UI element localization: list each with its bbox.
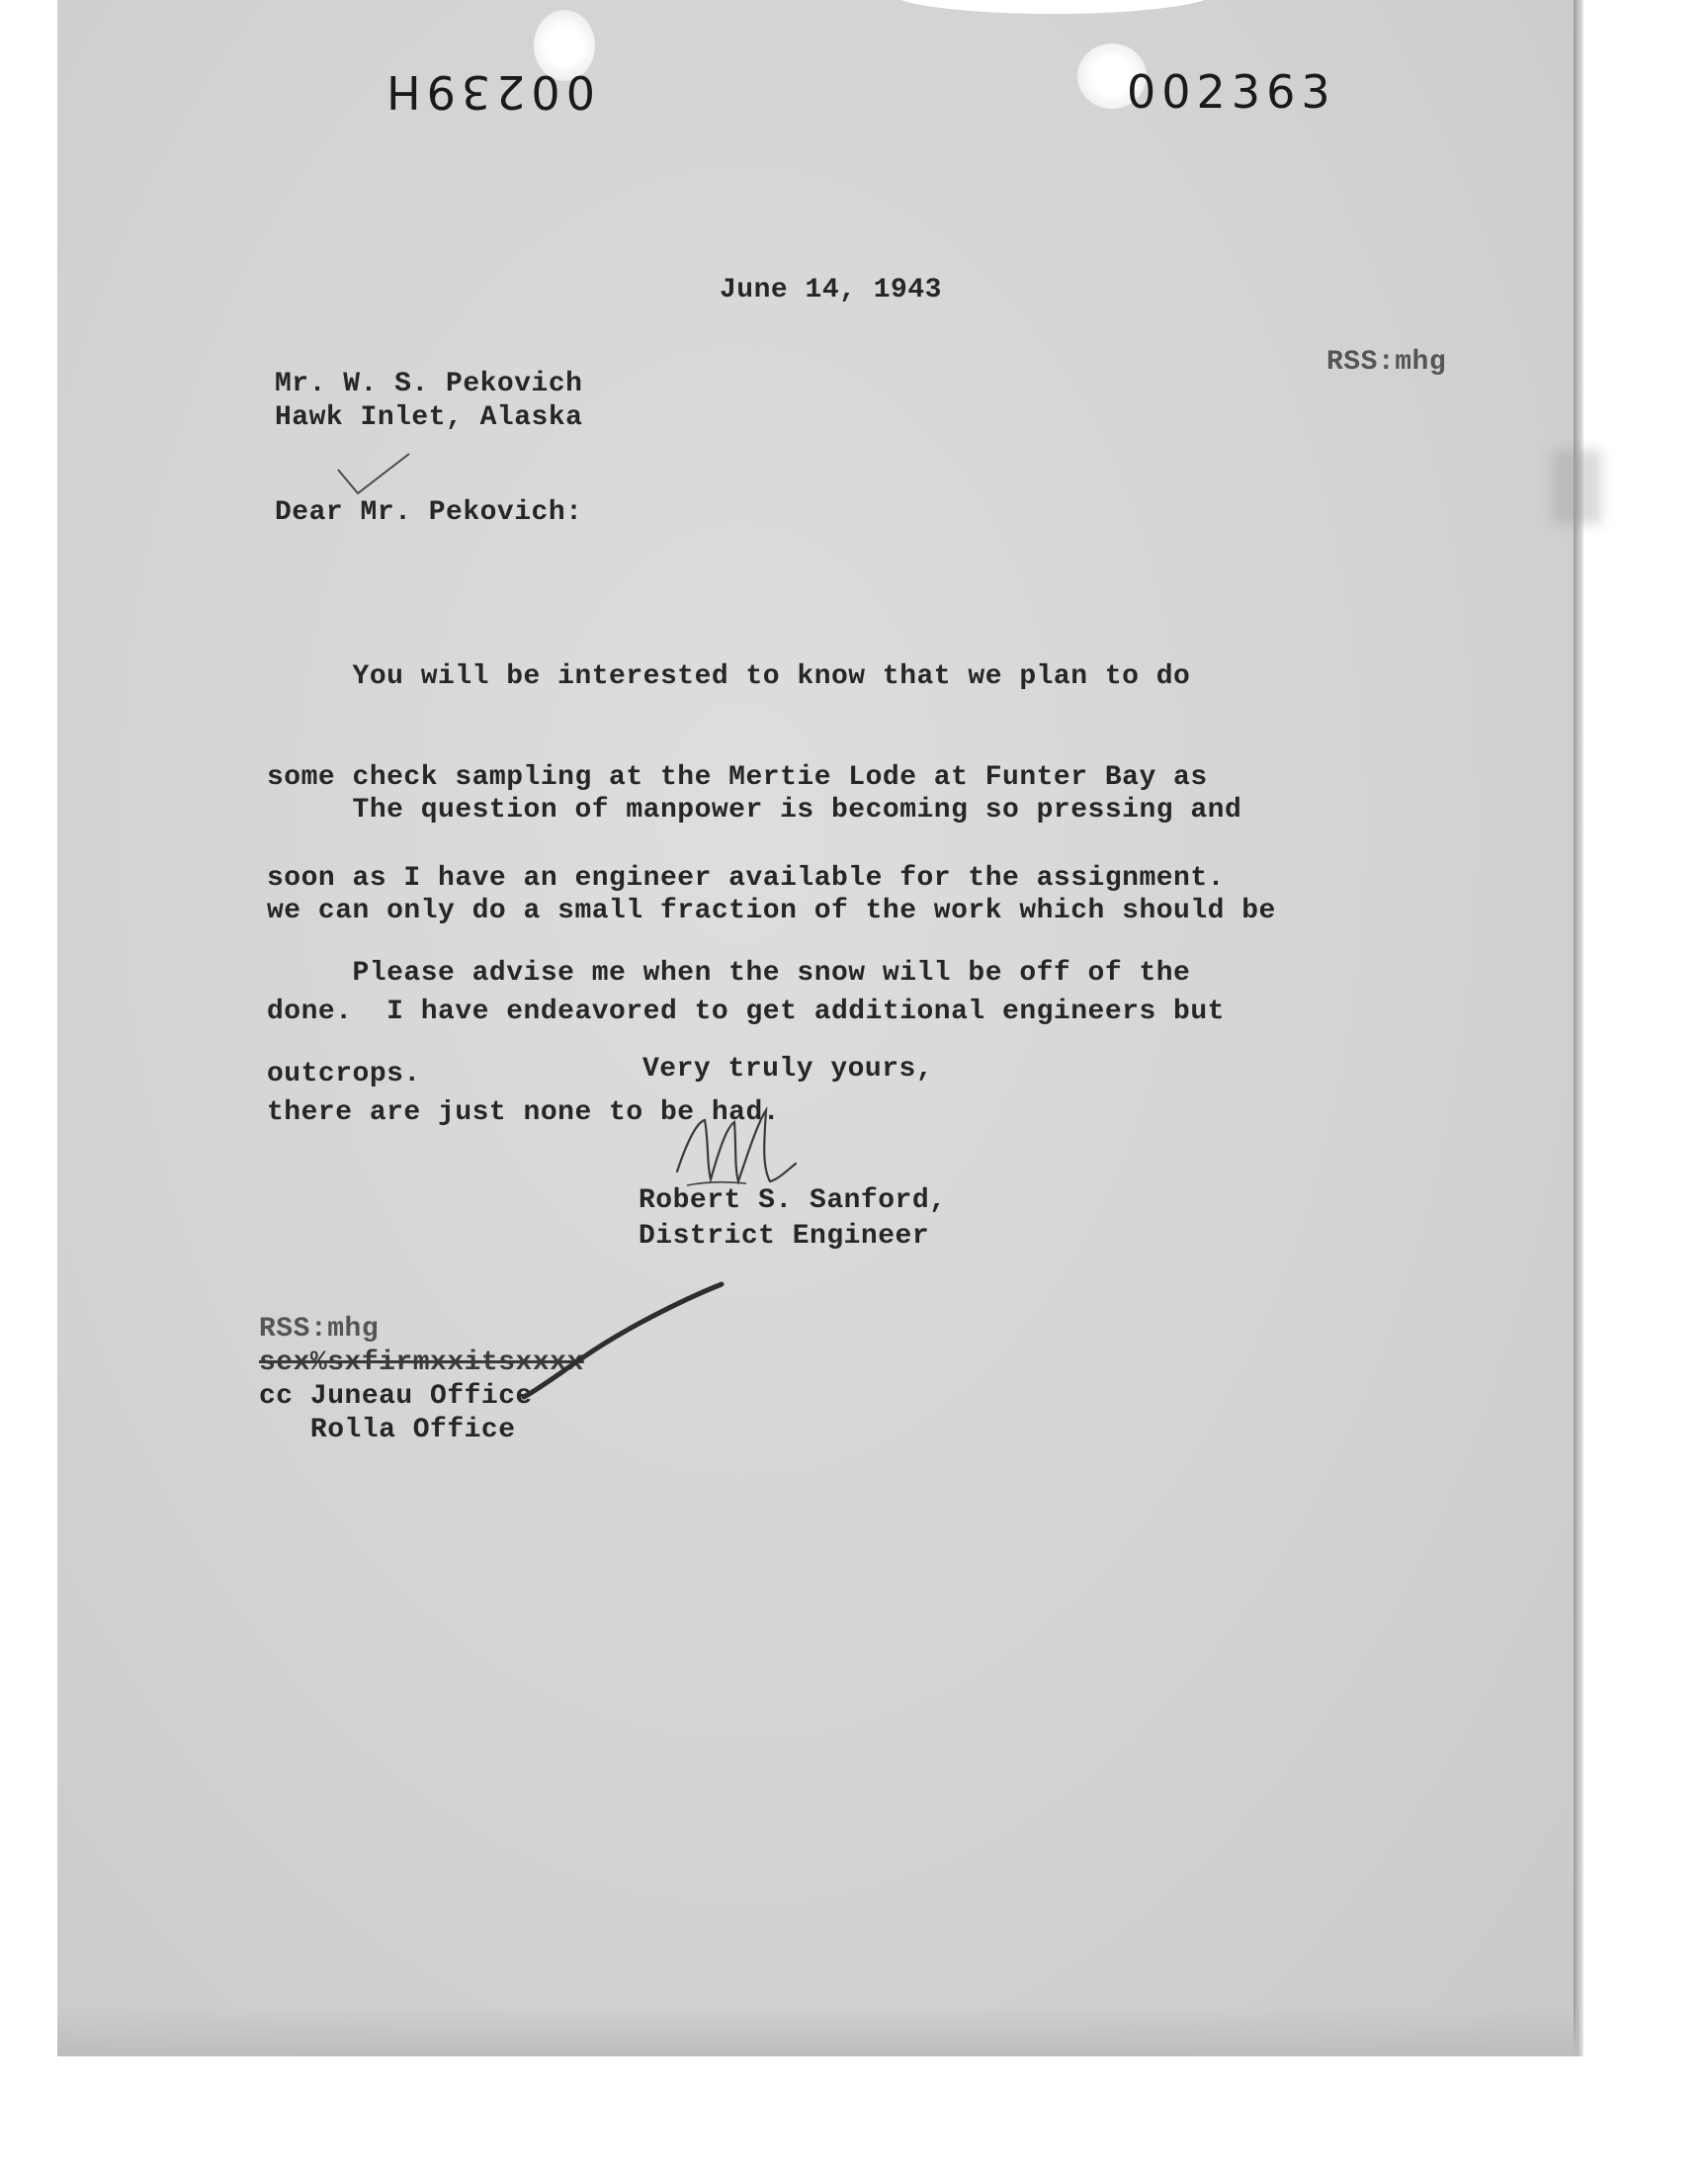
pen-stroke-mark <box>514 1280 731 1404</box>
letter-date: June 14, 1943 <box>720 275 942 305</box>
page-number-stamp-left: 00239H <box>381 65 595 119</box>
paragraph-2-line-4: there are just none to be had. <box>267 1097 781 1128</box>
page-number-stamp-right: 002363 <box>1127 65 1336 119</box>
handwritten-signature <box>667 1102 806 1191</box>
recipient-location: Hawk Inlet, Alaska <box>275 402 583 433</box>
paragraph-3-line-2: outcrops. <box>267 1059 421 1089</box>
paragraph-2-line-2: we can only do a small fraction of the work which should be <box>267 896 1276 926</box>
signer-title: District Engineer <box>639 1221 930 1252</box>
edge-smudge <box>1552 450 1601 524</box>
cc-juneau-office: cc Juneau Office <box>259 1381 533 1412</box>
check-mark <box>334 450 413 499</box>
reference-initials-top: RSS:mhg <box>1326 347 1447 378</box>
paragraph-3-line-1: Please advise me when the snow will be off of the <box>267 958 1191 989</box>
recipient-name: Mr. W. S. Pekovich <box>275 369 583 399</box>
closing: Very truly yours, <box>642 1054 934 1085</box>
paragraph-1-line-3: soon as I have an engineer available for the assignment. <box>267 863 1225 894</box>
cc-rolla-office: Rolla Office <box>259 1415 516 1445</box>
paragraph-1-line-1: You will be interested to know that we plan to do <box>267 661 1191 692</box>
salutation: Dear Mr. Pekovich: <box>275 497 583 528</box>
paragraph-2-line-1: The question of manpower is becoming so pressing and <box>267 795 1242 826</box>
signer-name: Robert S. Sanford, <box>639 1185 947 1216</box>
paragraph-1-line-2: some check sampling at the Mertie Lode at Funter Bay as <box>267 762 1208 793</box>
paragraph-2-line-3: done. I have endeavored to get additional engineers but <box>267 997 1225 1027</box>
sheet-bottom-shadow <box>57 2007 1580 2056</box>
reference-initials-bottom: RSS:mhg <box>259 1314 380 1345</box>
struck-out-line: sex%sxfirmxxitsxxxx <box>259 1348 584 1378</box>
sheet-edge-shadow <box>1574 0 1583 2056</box>
